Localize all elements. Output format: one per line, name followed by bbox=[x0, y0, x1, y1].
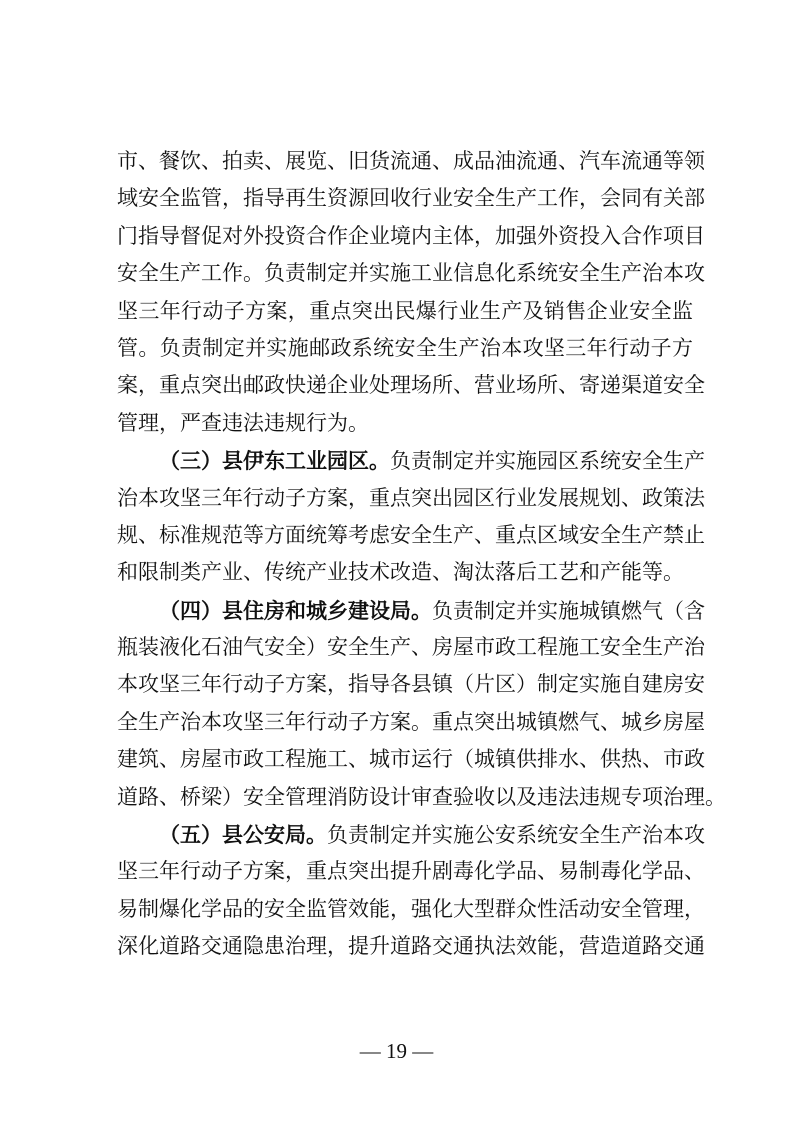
text-line: 域安全监管，指导再生资源回收行业安全生产工作，会同有关部 bbox=[117, 186, 705, 211]
section-4-first-line-text: 负责制定并实施城镇燃气（含 bbox=[432, 598, 705, 623]
section-5-heading: （五）县公安局。 bbox=[159, 822, 327, 848]
section-5-first-line-text: 负责制定并实施公安系统安全生产治本攻 bbox=[327, 823, 705, 848]
text-line: 案，重点突出邮政快递企业处理场所、营业场所、寄递渠道安全 bbox=[117, 373, 705, 398]
text-line: 管理，严查违法违规行为。 bbox=[117, 410, 369, 435]
text-line: 门指导督促对外投资合作企业境内主体，加强外资投入合作项目 bbox=[117, 223, 705, 248]
section-3-first-line-text: 负责制定并实施园区系统安全生产 bbox=[390, 449, 705, 474]
text-line: 深化道路交通隐患治理，提升道路交通执法效能，营造道路交通 bbox=[117, 934, 705, 959]
text-line: 安全生产工作。负责制定并实施工业信息化系统安全生产治本攻 bbox=[117, 261, 705, 286]
text-line: 建筑、房屋市政工程施工、城市运行（城镇供排水、供热、市政 bbox=[117, 747, 705, 772]
text-line: 坚三年行动子方案，重点突出提升剧毒化学品、易制毒化学品、 bbox=[117, 859, 705, 884]
text-line: 道路、桥梁）安全管理消防设计审查验收以及违法违规专项治理。 bbox=[117, 784, 726, 809]
document-body bbox=[117, 143, 726, 966]
text-line: 本攻坚三年行动子方案，指导各县镇（片区）制定实施自建房安 bbox=[117, 672, 705, 697]
text-line: 全生产治本攻坚三年行动子方案。重点突出城镇燃气、城乡房屋 bbox=[117, 709, 705, 734]
section-3-heading: （三）县伊东工业园区。 bbox=[159, 448, 390, 474]
text-line: 规、标准规范等方面统筹考虑安全生产、重点区域安全生产禁止 bbox=[117, 522, 705, 547]
text-line: 瓶装液化石油气安全）安全生产、房屋市政工程施工安全生产治 bbox=[117, 635, 705, 660]
page-number: — 19 — bbox=[359, 1039, 434, 1063]
text-line: 市、餐饮、拍卖、展览、旧货流通、成品油流通、汽车流通等领 bbox=[117, 149, 705, 173]
text-line: 治本攻坚三年行动子方案，重点突出园区行业发展规划、政策法 bbox=[117, 485, 705, 510]
section-3-first-line bbox=[117, 442, 705, 479]
text-line: 易制爆化学品的安全监管效能，强化大型群众性活动安全管理， bbox=[117, 896, 705, 921]
section-4-heading: （四）县住房和城乡建设局。 bbox=[159, 597, 432, 623]
text-line: 管。负责制定并实施邮政系统安全生产治本攻坚三年行动子方 bbox=[117, 335, 693, 360]
section-5-first-line bbox=[117, 816, 705, 853]
section-4-first-line bbox=[117, 592, 705, 629]
text-line: 坚三年行动子方案，重点突出民爆行业生产及销售企业安全监 bbox=[117, 298, 693, 323]
text-line: 和限制类产业、传统产业技术改造、淘汰落后工艺和产能等。 bbox=[117, 560, 684, 585]
